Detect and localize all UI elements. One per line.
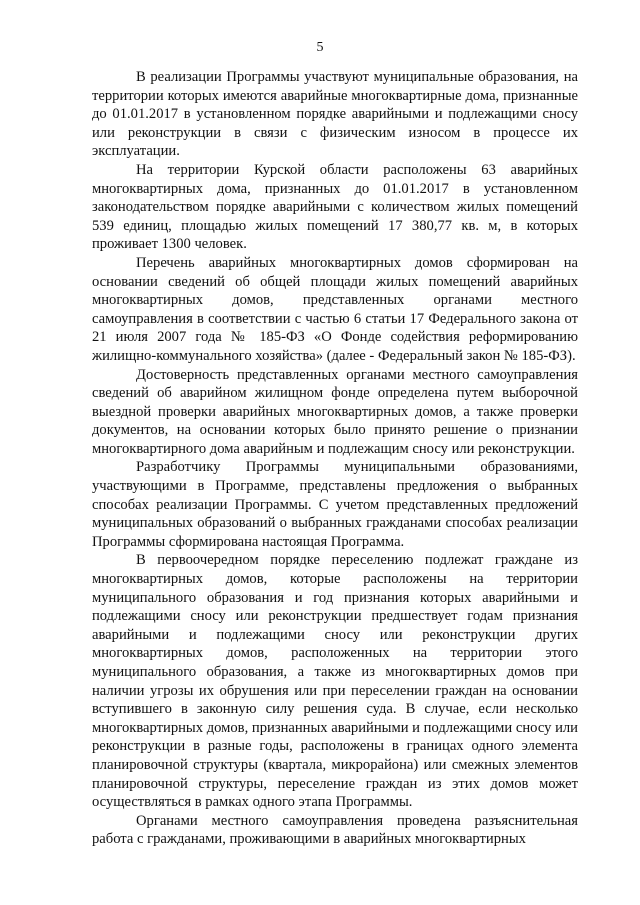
paragraph-5: Разработчику Программы муниципальными образованиями, участвующими в Программе, представлены предложения о выбранных способах реализации Программы. С учетом представленных предложений муниципальных образований о выбранных гражданами способах реализации Программы сформирована настоящая Программа.: [92, 459, 578, 550]
paragraph-2: На территории Курской области расположены 63 аварийных многоквартирных дома, признанных до 01.01.2017 в установленном законодательством порядке аварийными с количеством жилых помещений 539 единиц, площадью жилых помещений 17 380,77 кв. м, в которых проживает 1300 человек.: [92, 161, 578, 253]
document-body: [92, 68, 578, 849]
page-number: 5: [316, 40, 324, 55]
paragraph-1: В реализации Программы участвуют муниципальные образования, на территории которых имеются аварийные многоквартирные дома, признанные до 01.01.2017 в установленном порядке аварийными и подлежащими сносу или реконструкции в связи с физическим износом в процессе их эксплуатации.: [92, 69, 578, 160]
paragraph-7: Органами местного самоуправления проведена разъяснительная работа с гражданами, проживающими в аварийных многоквартирных: [92, 812, 578, 848]
paragraph-4: Достоверность представленных органами местного самоуправления сведений об аварийном жилищном фонде определена путем выборочной выездной проверки аварийных многоквартирных домов, а также проверки документов, на основании которых было принято решение о признании многоквартирного дома аварийным и подлежащим сносу или реконструкции.: [92, 366, 578, 457]
paragraph-3: Перечень аварийных многоквартирных домов сформирован на основании сведений об общей площади жилых помещений аварийных многоквартирных домов, представленных органами местного самоуправления в соответствии с частью 6 статьи 17 Федерального закона от 21 июля 2007 года № 185-ФЗ «О Фонде содействия реформированию жилищно-коммунального хозяйства» (далее - Федеральный закон № 185-ФЗ).: [92, 254, 578, 364]
paragraph-6: В первоочередном порядке переселению подлежат граждане из многоквартирных домов, которые расположены на территории муниципального образования и год признания которых аварийными и подлежащими сносу или реконструкции предшествует годам признания аварийными и подлежащими сносу или реконструкции других многоквартирных домов, расположенных на территории этого муниципального образования, а также из многоквартирных домов при наличии угрозы их обрушения или при переселении граждан на основании вступившего в законную силу решения суда. В случае, если несколько многоквартирных домов, признанных аварийными и подлежащими сносу или реконструкции в разные годы, расположены в границах одного элемента планировочной структуры (квартала, микрорайона) или смежных элементов планировочной структуры, переселение граждан из этих домов может осуществляться в рамках одного этапа Программы.: [92, 552, 578, 811]
